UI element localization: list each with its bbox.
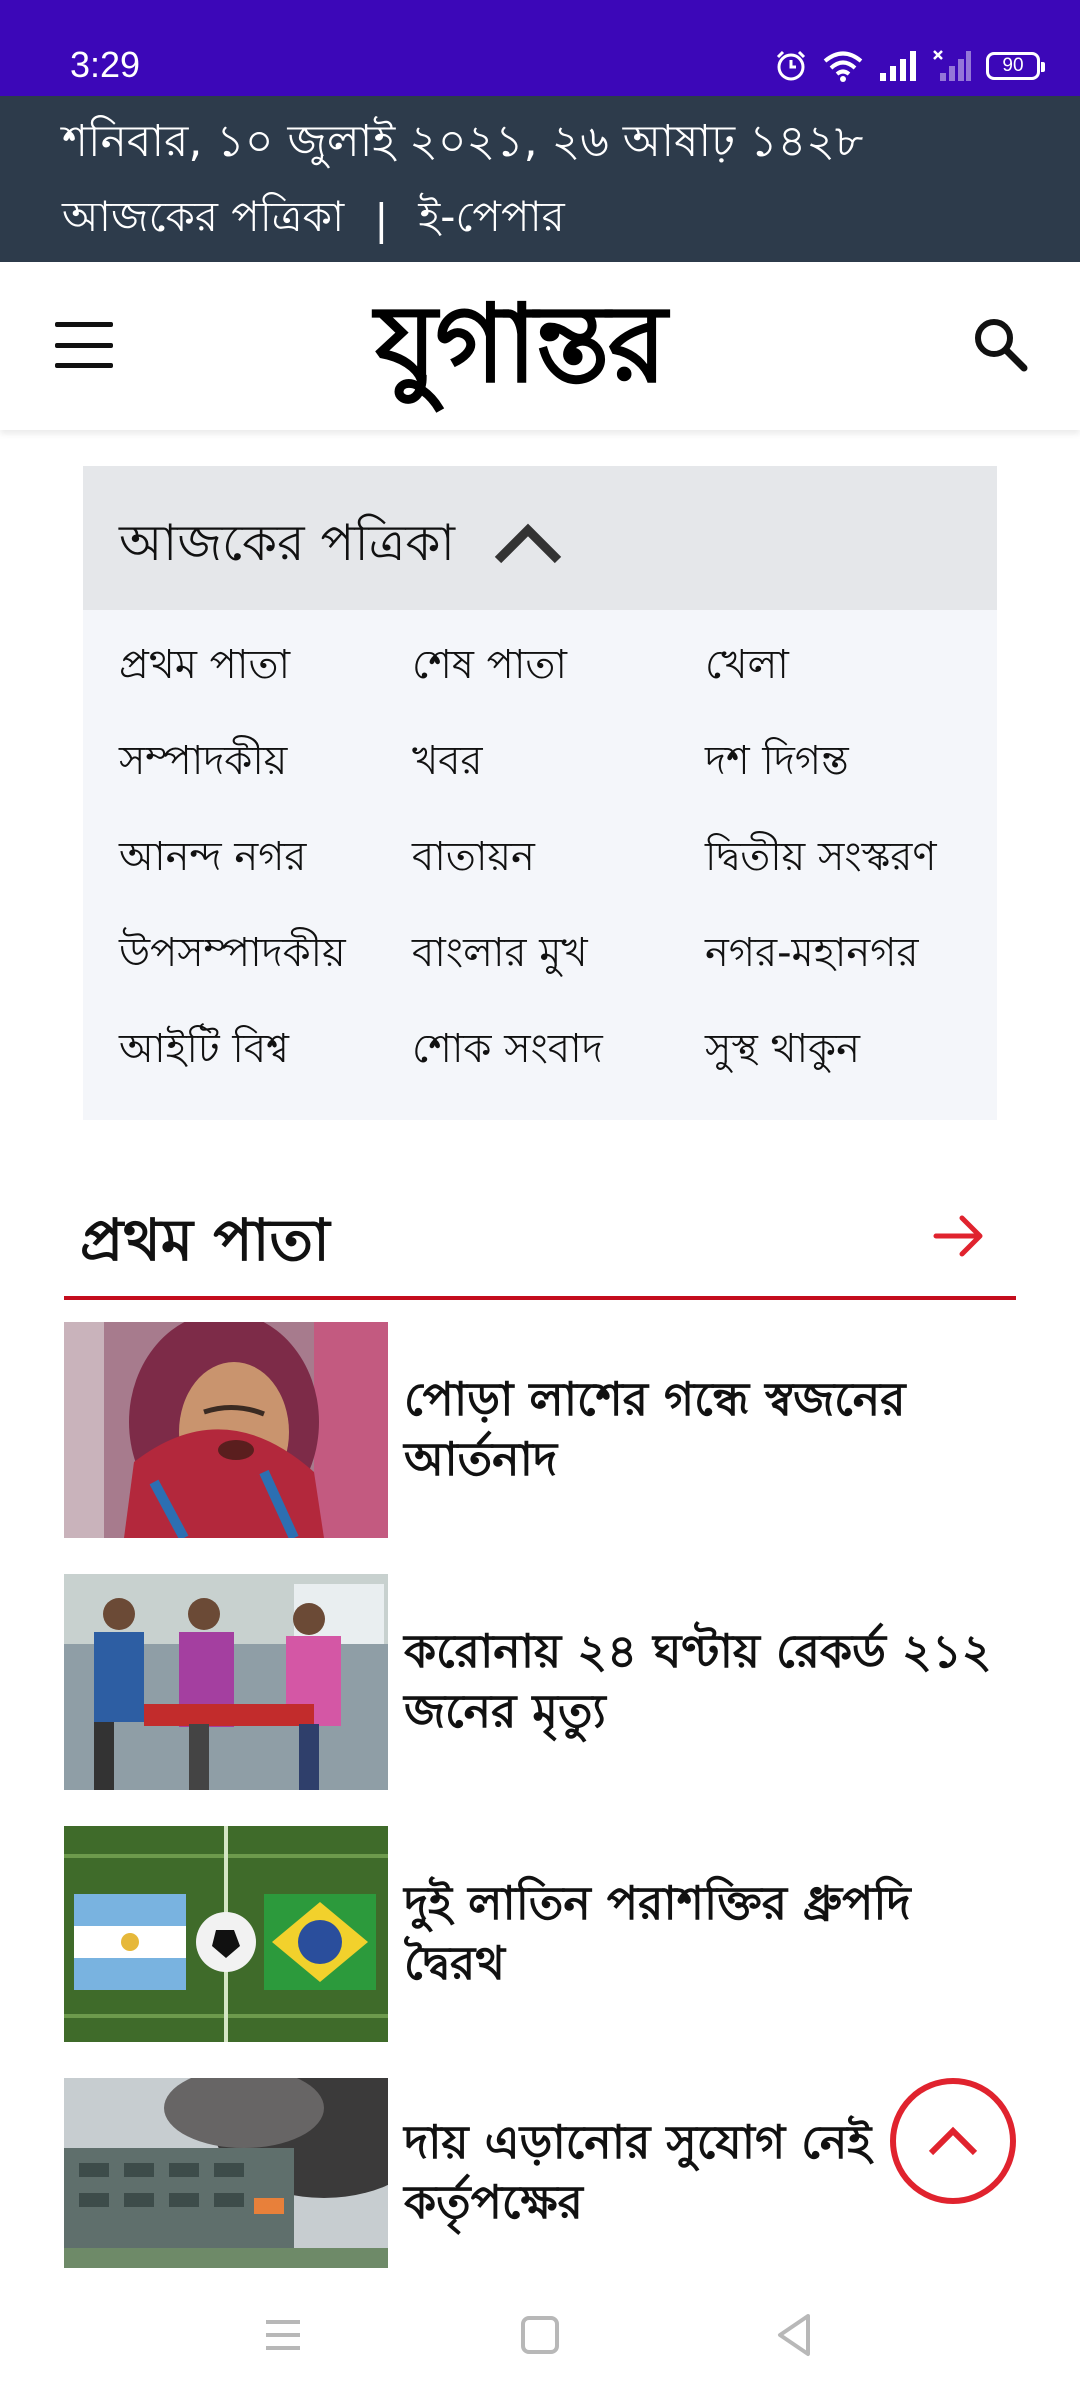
battery-icon [986, 52, 1040, 80]
section-link[interactable]: নগর-মহানগর [705, 930, 919, 976]
arrow-right-icon[interactable] [930, 1206, 990, 1266]
todays-paper-panel [83, 466, 997, 1120]
current-date: শনিবার, ১০ জুলাই ২০২১, ২৬ আষাঢ় ১৪২৮ [62, 116, 864, 167]
news-title[interactable]: দুই লাতিন পরাশক্তির ধ্রুপদি দ্বৈরথ [404, 1876, 911, 1990]
news-item[interactable] [64, 2078, 1016, 2268]
status-time: 3:29 [70, 44, 141, 85]
recent-apps-icon[interactable] [258, 2310, 308, 2360]
epaper-link[interactable]: ই-পেপার [418, 192, 565, 241]
section-link[interactable]: বাতায়ন [412, 834, 535, 880]
todays-paper-header[interactable] [83, 466, 997, 610]
section-link[interactable]: উপসম্পাদকীয় [119, 930, 346, 976]
section-link[interactable]: শেষ পাতা [412, 642, 568, 688]
section-link[interactable]: সুস্থ থাকুন [705, 1026, 860, 1072]
site-header [0, 262, 1080, 430]
news-thumbnail[interactable] [64, 1826, 388, 2042]
status-icons [774, 44, 1040, 88]
news-thumbnail[interactable] [64, 1574, 388, 1790]
back-icon[interactable] [770, 2310, 820, 2360]
news-thumbnail[interactable] [64, 2078, 388, 2268]
scroll-to-top-button[interactable] [890, 2078, 1016, 2204]
section-link[interactable]: সম্পাদকীয় [119, 738, 288, 784]
signal-off-icon [932, 49, 972, 83]
news-item[interactable] [64, 1322, 1016, 1538]
signal-icon [878, 49, 918, 83]
battery-level: 90 [1002, 55, 1024, 76]
news-item[interactable] [64, 1574, 1016, 1790]
navigation-bar [0, 2272, 1080, 2400]
chevron-up-icon[interactable] [488, 512, 568, 572]
news-title[interactable]: করোনায় ২৪ ঘণ্টায় রেকর্ড ২১২ জনের মৃত্যু [404, 1624, 992, 1738]
site-logo[interactable]: যুগান্তর [374, 280, 666, 407]
section-links [119, 636, 979, 1078]
scroll-to-top-icon [923, 2121, 983, 2161]
section-divider [64, 1296, 1016, 1300]
section-link[interactable]: প্রথম পাতা [119, 642, 291, 688]
news-title[interactable]: দায় এড়ানোর সুযোগ নেই কর্তৃপক্ষের [404, 2115, 872, 2229]
link-separator: | [374, 195, 389, 244]
todays-paper-link[interactable]: আজকের পত্রিকা [62, 192, 345, 241]
section-link[interactable]: শোক সংবাদ [412, 1026, 603, 1072]
section-link[interactable]: খেলা [705, 642, 789, 688]
date-band [0, 96, 1080, 262]
news-title[interactable]: পোড়া লাশের গন্ধে স্বজনের আর্তনাদ [404, 1372, 906, 1486]
section-title[interactable]: প্রথম পাতা [80, 1206, 330, 1274]
news-item[interactable] [64, 1826, 1016, 2042]
home-icon[interactable] [515, 2310, 565, 2360]
search-icon[interactable] [970, 314, 1030, 374]
section-link[interactable]: বাংলার মুখ [412, 930, 588, 976]
alarm-icon [774, 49, 808, 83]
hamburger-menu-icon[interactable] [55, 322, 113, 368]
news-thumbnail[interactable] [64, 1322, 388, 1538]
wifi-icon [822, 49, 864, 83]
section-link[interactable]: আইটি বিশ্ব [119, 1026, 289, 1072]
section-link[interactable]: দশ দিগন্ত [705, 738, 849, 784]
section-link[interactable]: খবর [412, 738, 483, 784]
status-bar [0, 0, 1080, 96]
section-link[interactable]: দ্বিতীয় সংস্করণ [705, 834, 937, 880]
todays-paper-title: আজকের পত্রিকা [119, 514, 455, 572]
top-links [62, 184, 565, 255]
section-link[interactable]: আনন্দ নগর [119, 834, 307, 880]
